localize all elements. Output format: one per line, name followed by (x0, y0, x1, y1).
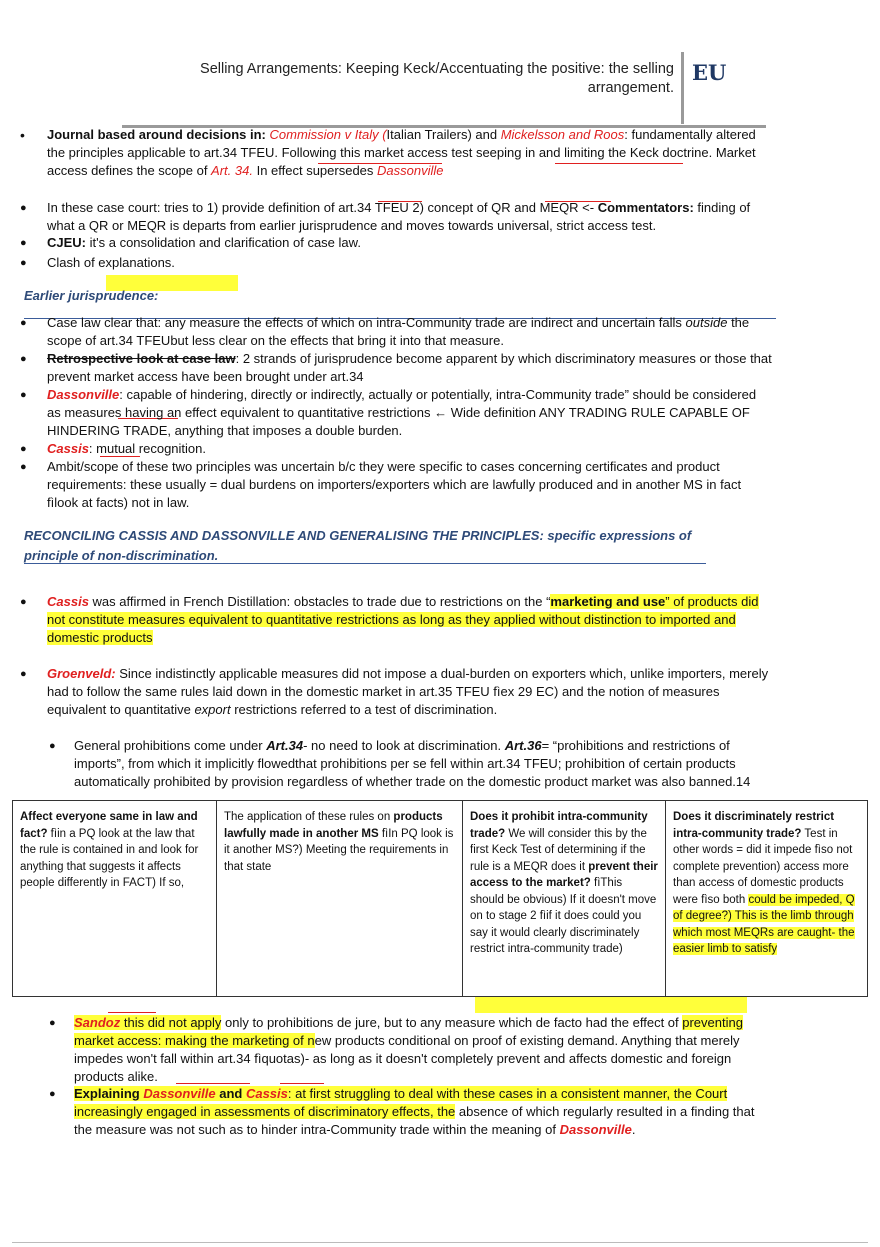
annotation-line (108, 1012, 156, 1013)
list-item: ● Cassis: mutual recognition. (20, 441, 206, 456)
page-title: Selling Arrangements: Keeping Keck/Accentuating the positive: the selling arrangement. (200, 61, 674, 96)
commentators-label: Commentators: (597, 200, 694, 215)
highlighted-text: could be impeded, Q of degree?) This is the limb through which most MEQRs are caught- the easier limb to satisfy (673, 893, 855, 955)
cell-text: We will consider this by the first Keck Test of determining if the rule is a MEQR does it (470, 827, 647, 873)
text: outside (685, 315, 728, 330)
article-ref: Art.34 (266, 738, 304, 753)
text: : mutual recognition. (88, 441, 206, 456)
text: Case law clear that: any measure the effects of which on intra-Community trade are indirect and uncertain falls (47, 315, 686, 330)
text: was affirmed in French Distillation: obstacles to trade due to restrictions on the “ (88, 594, 551, 609)
text: absence of which regularly resulted in a finding that the measure was not such as to hinder intra-Community trade within the meaning of (74, 1104, 755, 1137)
text: ew products conditional on proof of existing demand. Anything that merely impedes won't fall within art.34 fìquotas)- as long as it doesn't completely prevent and affects domestic and foreign products alike. (74, 1033, 740, 1084)
text: restrictions referred to a test of discrimination. (230, 702, 498, 717)
list-item: ● Groenveld: Since indistinctly applicable measures did not impose a dual-burden on exporters which, unlike importers, merely had to follow the same rules laid down in the domestic market in art.35 TFEU fìex 29 EC) and the notion of measures equivalent to quantitative export restrictions referred to a test of discrimination. (20, 666, 769, 717)
text: In effect supersedes (252, 163, 378, 178)
text: : capable of hindering, directly or indirectly, actually or potentially, intra-Community trade” should be considered as measures having an effect equivalent to quantitative restrictions ← Wide definition ANY TRADING RULE CAPABLE OF HINDERING TRADE, anything that imposes a double burden. (47, 387, 757, 438)
cell-heading: Does it prohibit intra-community trade? (470, 811, 648, 840)
highlight-mark (475, 997, 747, 1013)
list-item: • Journal based around decisions in: Commission v Italy (Italian Trailers) and Mickelsson and Roos: fundamentally altered the principles applicable to art.34 TFEU. Following this market access test seeping in and limiting the Keck doctrine. Market access defines the scope of Art. 34. In effect supersedes Dassonville (20, 127, 756, 178)
list-item: ● Explaining Dassonville and Cassis: at first struggling to deal with these cases in a consistent manner, the Court increasingly engaged in assessments of discriminatory effects, the absence of which regularly resulted in a finding that the measure was not such as to hinder intra-Community trade within the meaning of Dassonville. (49, 1086, 755, 1137)
list-item: ● Cassis was affirmed in French Distillation: obstacles to trade due to restrictions on the “marketing and use” of products did not constitute measures equivalent to quantitative restrictions as long as they applied without distinction to imported and domestic products (20, 594, 759, 645)
highlighted-text: preventing market access: making the marketing of n (74, 1015, 743, 1048)
text: - no need to look at discrimination. (303, 738, 505, 753)
section-heading (24, 526, 714, 566)
article-ref: Art.36 (504, 738, 542, 753)
text: the scope of art.34 TFEUbut less clear on the effects that bring it into that measure. (47, 315, 750, 348)
table-cell (463, 801, 666, 997)
text: : 2 strands of jurisprudence become apparent by which discriminatory measures or those that prevent market access have been brought under art.34 (47, 351, 772, 384)
text: it's a consolidation and clarification of case law. (86, 235, 361, 250)
list-item: ● Case law clear that: any measure the effects of which on intra-Community trade are indirect and uncertain falls outside the scope of art.34 TFEUbut less clear on the effects that bring it into that measure. (20, 315, 750, 348)
cell-text: fìIn PQ look is it another MS?) Meeting the requirements in that state (224, 827, 454, 873)
heading-text: specific expressions of principle of non-discrimination. (24, 528, 692, 563)
list-item: ● Dassonville: capable of hindering, directly or indirectly, actually or potentially, intra-Community trade” should be considered as measures having an effect equivalent to quantitative restrictions ← Wide definition ANY TRADING RULE CAPABLE OF HINDERING TRADE, anything that imposes a double burden. (20, 387, 757, 438)
case-name: Mickelsson and Roos (500, 127, 625, 142)
case-name: Cassis (245, 1086, 288, 1101)
text: . (631, 1122, 636, 1137)
cell-heading: Affect everyone same in law and fact? (20, 811, 198, 840)
list-item: ● General prohibitions come under Art.34- no need to look at discrimination. Art.36= “prohibitions and restrictions of imports”, from which it implicitly flowedthat prohibitions per se fell within art.34 TFEU; prohibition of certain products automatically prohibited by provision regardless of whether trade on the domestic product market was also banned.14 (49, 738, 751, 789)
text: Italian Trailers) and (386, 127, 501, 142)
cell-text: The application of these rules on (224, 811, 394, 823)
cell-heading: products lawfully made in another MS (224, 811, 443, 840)
footer-rule (12, 1242, 868, 1243)
retrospective-label: Retrospective look at case law (47, 351, 236, 366)
case-name: Groenveld: (47, 666, 116, 681)
text: = “prohibitions and restrictions of imports”, from which it implicitly flowedthat prohibitions per se fell within art.34 TFEU; prohibition of certain products automatically prohibited by provision regardless of whether trade on the domestic product market was also banned.14 (74, 738, 751, 789)
table-row (13, 801, 868, 997)
table-cell (13, 801, 217, 997)
list-item: ● CJEU: it's a consolidation and clarification of case law. (20, 235, 361, 250)
article-ref: Art. 34. (211, 163, 253, 178)
text: Since indistinctly applicable measures did not impose a dual-burden on exporters which, unlike importers, merely had to follow the same rules laid down in the domestic market in art.35 TFEU fìex 29 EC) and the notion of measures equivalent to quantitative (47, 666, 769, 717)
case-name: Dassonville (47, 387, 120, 402)
case-name: Cassis (47, 594, 89, 609)
text: finding of what a QR or MEQR is departs from earlier jurisprudence and moves towards universal, strict access test. (47, 200, 751, 233)
cell-text: Test in other words = did it impede fìso not complete prevention) access more than access of domestic products were fìso both (673, 827, 853, 906)
case-name: Sandoz (74, 1015, 121, 1030)
section-heading: Earlier jurisprudence: (24, 288, 159, 303)
heading-text: RECONCILING CASSIS AND DASSONVILLE AND GENERALISING THE PRINCIPLES: (24, 528, 544, 543)
highlighted-text: marketing and use (550, 594, 666, 609)
text: export (194, 702, 231, 717)
test-table (12, 800, 868, 997)
cell-heading: prevent their access to the market? (470, 860, 658, 889)
text: only to prohibitions de jure, but to any measure which de facto had the effect of (221, 1015, 683, 1030)
table-cell (666, 801, 868, 997)
case-name: Commission v Italy ( (269, 127, 387, 142)
highlighted-text: and (215, 1086, 246, 1101)
text: In these case court: tries to 1) provide definition of art.34 TFEU 2) concept of QR and MEQR <- (47, 200, 598, 215)
highlighted-text: : at first struggling to deal with these cases in a consistent manner, the Court increasingly engaged in assessments of discriminatory effects, the (74, 1086, 728, 1119)
highlighted-text: Explaining (74, 1086, 144, 1101)
case-name: Cassis (47, 441, 89, 456)
case-name: Dassonville (377, 163, 444, 178)
highlighted-text: this did not apply (120, 1015, 222, 1030)
list-item: ● Clash of explanations. (20, 255, 175, 270)
cell-text: fìin a PQ look at the law that the rule is contained in and look for anything that suggests it affects people differently in FACT) If so, (20, 827, 199, 889)
list-item: ● In these case court: tries to 1) provide definition of art.34 TFEU 2) concept of QR and MEQR <- Commentators: finding of what a QR or MEQR is departs from earlier jurisprudence and moves towards universal, strict access test. (20, 200, 751, 233)
text: Ambit/scope of these two principles was uncertain b/c they were specific to cases concerning certificates and product requirements: these usually = dual burdens on importers/exporters which are lawfully produced and in another MS in fact fìlook at facts) not in law. (47, 459, 742, 510)
highlighted-text: ” of products did not constitute measures equivalent to quantitative restrictions as long as they applied without distinction to imported and domestic products (47, 594, 759, 645)
cell-text: fìThis should be obvious) If it doesn't move on to stage 2 fìif it does could you say it would clearly discriminately restrict intra-community trade) (470, 877, 657, 955)
text: : fundamentally altered the principles applicable to art.34 TFEU. Following this market access test seeping in and limiting the Keck doctrine. Market access defines the scope of (47, 127, 756, 178)
subject-badge: EU (692, 60, 727, 85)
cell-heading: Does it discriminately restrict intra-community trade? (673, 811, 835, 840)
list-item: ● Ambit/scope of these two principles was uncertain b/c they were specific to cases concerning certificates and product requirements: these usually = dual burdens on importers/exporters which are lawfully produced and in another MS in fact fìlook at facts) not in law. (20, 459, 742, 510)
table-cell (217, 801, 463, 997)
cjeu-label: CJEU: (47, 235, 87, 250)
text: Clash of explanations. (47, 255, 175, 270)
case-name: Dassonville (143, 1086, 216, 1101)
text: General prohibitions come under (74, 738, 267, 753)
list-item: ● Sandoz this did not apply only to prohibitions de jure, but to any measure which de facto had the effect of preventing market access: making the marketing of new products conditional on proof of existing demand. Anything that merely impedes won't fall within art.34 fìquotas)- as long as it doesn't completely prevent and affects domestic and foreign products alike. (49, 1015, 743, 1084)
case-name: Dassonville (559, 1122, 632, 1137)
header-divider-vertical (681, 52, 684, 124)
list-item: ● Retrospective look at case law: 2 strands of jurisprudence become apparent by which discriminatory measures or those that prevent market access have been brought under art.34 (20, 351, 772, 384)
journal-label: Journal based around decisions in: (47, 127, 266, 142)
